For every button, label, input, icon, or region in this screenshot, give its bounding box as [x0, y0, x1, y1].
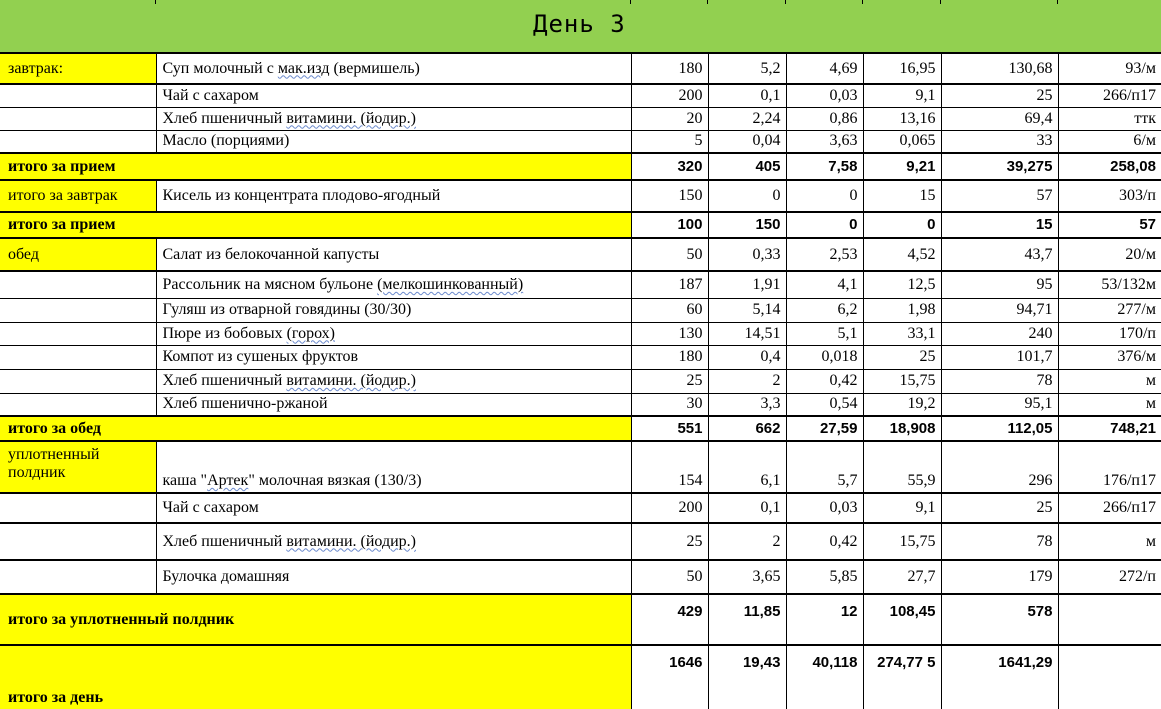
value-cell: 180 — [631, 53, 708, 84]
total-row — [0, 212, 1161, 238]
dish-name: Чай с сахаром — [156, 493, 631, 523]
menu-row — [0, 441, 1161, 493]
meal-label: итого за прием — [0, 212, 631, 238]
value-cell: 11,85 — [708, 594, 786, 645]
value-cell: 0 — [786, 212, 863, 238]
value-cell: 9,1 — [863, 84, 941, 107]
menu-table — [0, 52, 1161, 709]
meal-label: итого за обед — [0, 416, 631, 441]
meal-label — [0, 271, 156, 298]
value-cell: 662 — [708, 416, 786, 441]
dish-name: Чай с сахаром — [156, 84, 631, 107]
value-cell: 1,91 — [708, 271, 786, 298]
value-cell: 95 — [941, 271, 1058, 298]
total-row — [0, 416, 1161, 441]
value-cell: 266/п17 — [1058, 493, 1161, 523]
dish-name: каша "Артек" молочная вязкая (130/3) — [156, 441, 631, 493]
total-row — [0, 153, 1161, 180]
value-cell: 9,21 — [863, 153, 941, 180]
value-cell: 7,58 — [786, 153, 863, 180]
value-cell: 0,1 — [708, 493, 786, 523]
value-cell: 0,018 — [786, 345, 863, 369]
dish-name: Салат из белокочанной капусты — [156, 238, 631, 271]
meal-label — [0, 393, 156, 416]
value-cell: 93/м — [1058, 53, 1161, 84]
menu-row — [0, 393, 1161, 416]
value-cell: 19,43 — [708, 645, 786, 709]
value-cell: 0,065 — [863, 130, 941, 153]
meal-label — [0, 523, 156, 560]
value-cell: 3,65 — [708, 560, 786, 594]
value-cell: 40,118 — [786, 645, 863, 709]
value-cell: 2,24 — [708, 107, 786, 130]
value-cell: 27,7 — [863, 560, 941, 594]
value-cell: 39,275 — [941, 153, 1058, 180]
value-cell: 6,2 — [786, 298, 863, 322]
value-cell: 551 — [631, 416, 708, 441]
value-cell: 2,53 — [786, 238, 863, 271]
meal-label — [0, 298, 156, 322]
value-cell: 25 — [631, 523, 708, 560]
dish-name: Хлеб пшеничный витамини. (йодир.) — [156, 369, 631, 393]
value-cell: 150 — [708, 212, 786, 238]
menu-row — [0, 369, 1161, 393]
menu-row — [0, 271, 1161, 298]
value-cell: 274,77 5 — [863, 645, 941, 709]
value-cell: 0,42 — [786, 369, 863, 393]
value-cell: 1646 — [631, 645, 708, 709]
total-row — [0, 594, 1161, 645]
value-cell: 5 — [631, 130, 708, 153]
value-cell: 12 — [786, 594, 863, 645]
value-cell: 179 — [941, 560, 1058, 594]
value-cell: 200 — [631, 493, 708, 523]
value-cell: 130 — [631, 322, 708, 345]
menu-row — [0, 53, 1161, 84]
value-cell: 240 — [941, 322, 1058, 345]
value-cell: 748,21 — [1058, 416, 1161, 441]
value-cell: м — [1058, 523, 1161, 560]
menu-row — [0, 560, 1161, 594]
value-cell: 6,1 — [708, 441, 786, 493]
value-cell: 405 — [708, 153, 786, 180]
value-cell: 5,14 — [708, 298, 786, 322]
meal-label: итого за день — [0, 645, 631, 709]
value-cell: 6/м — [1058, 130, 1161, 153]
dish-name: Хлеб пшенично-ржаной — [156, 393, 631, 416]
value-cell: 12,5 — [863, 271, 941, 298]
value-cell: ттк — [1058, 107, 1161, 130]
dish-name: Кисель из концентрата плодово-ягодный — [156, 180, 631, 212]
dish-name: Суп молочный с мак.изд (вермишель) — [156, 53, 631, 84]
value-cell: 1641,29 — [941, 645, 1058, 709]
menu-row — [0, 107, 1161, 130]
value-cell: 180 — [631, 345, 708, 369]
value-cell: 272/п — [1058, 560, 1161, 594]
value-cell: 25 — [941, 84, 1058, 107]
value-cell: 50 — [631, 238, 708, 271]
value-cell: 60 — [631, 298, 708, 322]
total-row — [0, 645, 1161, 709]
value-cell: 5,2 — [708, 53, 786, 84]
meal-label — [0, 369, 156, 393]
value-cell: 57 — [941, 180, 1058, 212]
meal-label — [0, 493, 156, 523]
value-cell: 3,63 — [786, 130, 863, 153]
value-cell — [1058, 645, 1161, 709]
value-cell: 266/п17 — [1058, 84, 1161, 107]
dish-name: Гуляш из отварной говядины (30/30) — [156, 298, 631, 322]
value-cell: 15,75 — [863, 523, 941, 560]
value-cell: 27,59 — [786, 416, 863, 441]
value-cell: 176/п17 — [1058, 441, 1161, 493]
meal-label — [0, 107, 156, 130]
menu-row — [0, 130, 1161, 153]
meal-label — [0, 130, 156, 153]
value-cell: 100 — [631, 212, 708, 238]
value-cell: 578 — [941, 594, 1058, 645]
dish-name: Хлеб пшеничный витамини. (йодир.) — [156, 523, 631, 560]
value-cell: 0,03 — [786, 84, 863, 107]
value-cell: 4,69 — [786, 53, 863, 84]
value-cell: 108,45 — [863, 594, 941, 645]
value-cell: 277/м — [1058, 298, 1161, 322]
value-cell: 78 — [941, 523, 1058, 560]
value-cell: 5,85 — [786, 560, 863, 594]
menu-row — [0, 523, 1161, 560]
meal-label: итого за прием — [0, 153, 631, 180]
meal-label: уплотненный полдник — [0, 441, 156, 493]
value-cell: 19,2 — [863, 393, 941, 416]
value-cell: 69,4 — [941, 107, 1058, 130]
value-cell: 15,75 — [863, 369, 941, 393]
menu-row — [0, 322, 1161, 345]
menu-row — [0, 298, 1161, 322]
value-cell: 5,7 — [786, 441, 863, 493]
value-cell: 43,7 — [941, 238, 1058, 271]
value-cell: 0,33 — [708, 238, 786, 271]
value-cell: 50 — [631, 560, 708, 594]
value-cell: 20 — [631, 107, 708, 130]
value-cell: 2 — [708, 369, 786, 393]
dish-name: Булочка домашняя — [156, 560, 631, 594]
value-cell: 303/п — [1058, 180, 1161, 212]
meal-label — [0, 84, 156, 107]
value-cell: 25 — [941, 493, 1058, 523]
value-cell: 0,4 — [708, 345, 786, 369]
value-cell: 112,05 — [941, 416, 1058, 441]
value-cell: 25 — [631, 369, 708, 393]
value-cell: 53/132м — [1058, 271, 1161, 298]
value-cell: 94,71 — [941, 298, 1058, 322]
value-cell: м — [1058, 393, 1161, 416]
value-cell: 4,1 — [786, 271, 863, 298]
value-cell: 429 — [631, 594, 708, 645]
menu-row — [0, 493, 1161, 523]
value-cell: 78 — [941, 369, 1058, 393]
value-cell: 33,1 — [863, 322, 941, 345]
menu-row — [0, 345, 1161, 369]
value-cell: 55,9 — [863, 441, 941, 493]
value-cell: 57 — [1058, 212, 1161, 238]
meal-label: итого за завтрак — [0, 180, 156, 212]
value-cell: 101,7 — [941, 345, 1058, 369]
value-cell: 25 — [863, 345, 941, 369]
value-cell: 13,16 — [863, 107, 941, 130]
day-title: День 3 — [533, 10, 626, 38]
value-cell: 14,51 — [708, 322, 786, 345]
dish-name: Масло (порциями) — [156, 130, 631, 153]
value-cell: 1,98 — [863, 298, 941, 322]
value-cell: 20/м — [1058, 238, 1161, 271]
value-cell: 258,08 — [1058, 153, 1161, 180]
value-cell: 0 — [863, 212, 941, 238]
meal-label — [0, 345, 156, 369]
meal-label — [0, 560, 156, 594]
value-cell — [1058, 594, 1161, 645]
value-cell: 15 — [863, 180, 941, 212]
dish-name: Компот из сушеных фруктов — [156, 345, 631, 369]
value-cell: 3,3 — [708, 393, 786, 416]
value-cell: 18,908 — [863, 416, 941, 441]
meal-label: итого за уплотненный полдник — [0, 594, 631, 645]
value-cell: 16,95 — [863, 53, 941, 84]
value-cell: 376/м — [1058, 345, 1161, 369]
value-cell: 95,1 — [941, 393, 1058, 416]
value-cell: 30 — [631, 393, 708, 416]
value-cell: 0,1 — [708, 84, 786, 107]
menu-row — [0, 238, 1161, 271]
value-cell: 130,68 — [941, 53, 1058, 84]
value-cell: 0 — [708, 180, 786, 212]
day-header — [0, 0, 1161, 52]
value-cell: 187 — [631, 271, 708, 298]
dish-name: Пюре из бобовых (горох) — [156, 322, 631, 345]
value-cell: 0 — [786, 180, 863, 212]
value-cell: м — [1058, 369, 1161, 393]
value-cell: 0,54 — [786, 393, 863, 416]
meal-label — [0, 322, 156, 345]
value-cell: 0,42 — [786, 523, 863, 560]
value-cell: 15 — [941, 212, 1058, 238]
value-cell: 33 — [941, 130, 1058, 153]
value-cell: 320 — [631, 153, 708, 180]
meal-label: обед — [0, 238, 156, 271]
meal-label: завтрак: — [0, 53, 156, 84]
value-cell: 296 — [941, 441, 1058, 493]
value-cell: 4,52 — [863, 238, 941, 271]
value-cell: 0,86 — [786, 107, 863, 130]
dish-name: Хлеб пшеничный витамини. (йодир.) — [156, 107, 631, 130]
value-cell: 0,04 — [708, 130, 786, 153]
value-cell: 9,1 — [863, 493, 941, 523]
value-cell: 150 — [631, 180, 708, 212]
menu-row — [0, 84, 1161, 107]
dish-name: Рассольник на мясном бульоне (мелкошинкованный) — [156, 271, 631, 298]
value-cell: 154 — [631, 441, 708, 493]
value-cell: 0,03 — [786, 493, 863, 523]
menu-row — [0, 180, 1161, 212]
value-cell: 170/п — [1058, 322, 1161, 345]
value-cell: 5,1 — [786, 322, 863, 345]
value-cell: 2 — [708, 523, 786, 560]
value-cell: 200 — [631, 84, 708, 107]
